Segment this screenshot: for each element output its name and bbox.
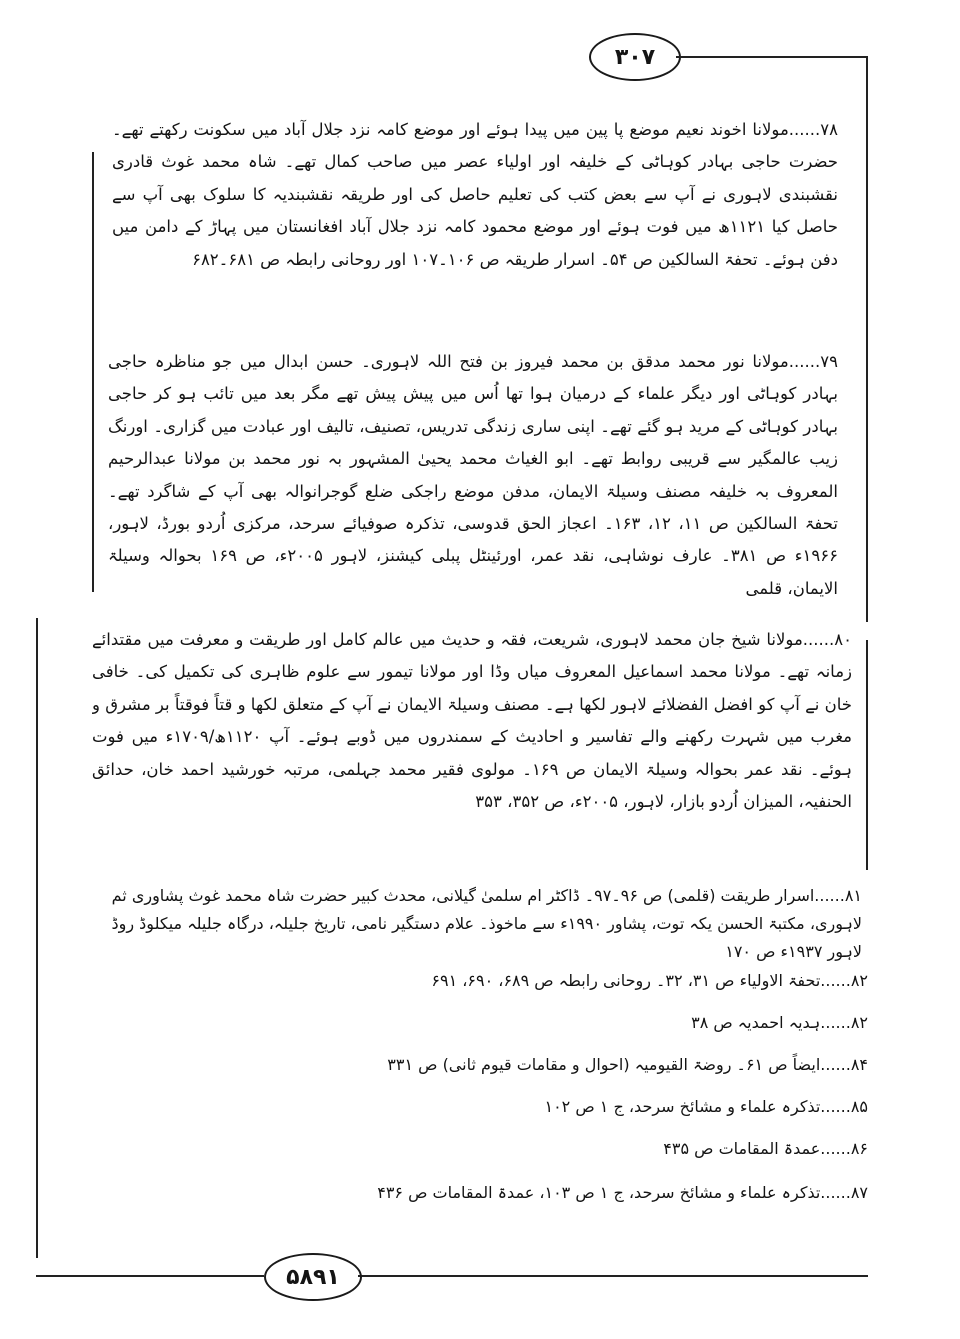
footnote-86 — [663, 1136, 868, 1162]
footnote-85 — [544, 1094, 868, 1120]
frame-top-right — [676, 56, 868, 58]
footnote-number: ۸۲...... — [820, 971, 868, 990]
frame-right — [866, 56, 868, 622]
paragraph-number: ۷۹...... — [788, 352, 838, 371]
paragraph-number: ۷۸...... — [788, 120, 838, 139]
frame-bottom-right — [358, 1275, 868, 1277]
paragraph-78 — [112, 114, 838, 276]
footnote-number: ۸۷...... — [820, 1183, 868, 1202]
page-number-top: ۳۰۷ — [589, 33, 681, 81]
footnote-number: ۸۵...... — [820, 1097, 868, 1116]
footnote-81 — [92, 882, 862, 966]
paragraph-text: مولانا نور محمد مدقق بن محمد فیروز بن فتح اللہ لاہوری۔ حسن ابدال میں جو مناظرہ حاجی بہادر کوہاٹی اور دیگر علماء کے درمیان ہوا تھا اُس میں پیش پیش تھے مگر بعد میں تائب ہو کر حاجی بہادر کوہاٹی کے مرید ہو گئے تھے۔ اپنی ساری زندگی تدریس، تصنیف، تالیف اور عبادت میں گزاری۔ اورنگ زیب عالمگیر سے قریبی روابط تھے۔ ابو الغیاث محمد یحییٰ المشہور بہ نور محمد بن مولانا عبدالرحیم المعروف بہ خلیفہ مصنف وسیلۃ الایمان، مدفن موضع راجکی ضلع گوجرانوالہ بھی آپ کے شاگرد تھے۔ تحفۃ السالکین ص ۱۱، ۱۲، ۱۶۳۔ اعجاز الحق قدوسی، تذکرہ صوفیائے سرحد، مرکزی اُردو بورڈ، لاہور، ۱۹۶۶ء ص ۳۸۱۔ عارف نوشاہی، نقد عمر، اورئینٹل پبلی کیشنز، لاہور ۲۰۰۵ء، ص ۱۶۹ بحوالہ وسیلۃ الایمان، قلمی — [108, 352, 838, 598]
frame-left-lower — [36, 618, 38, 1258]
paragraph-79 — [108, 346, 838, 605]
footnote-82a — [431, 968, 868, 994]
footnote-number: ۸۶...... — [820, 1139, 868, 1158]
paragraph-text: مولانا اخوند نعیم موضع پا پین میں پیدا ہوئے اور موضع کامہ نزد جلال آباد میں سکونت رکھتے تھے۔ حضرت حاجی بہادر کوہاٹی کے خلیفہ اور اولیاء عصر میں صاحب کمال تھے۔ شاہ محمد غوث قادری نقشبندی لاہوری نے آپ سے بعض کتب کی تعلیم حاصل کی اور طریقہ نقشبندیہ کا سلوک بھی آپ سے حاصل کیا ۱۱۲۱ھ میں فوت ہوئے اور موضع محمود کامہ نزد جلال آباد افغانستان میں پہاڑ کے دامن میں دفن ہوئے۔ تحفۃ السالکین ص ۵۴۔ اسرار طریقہ ص ۱۰۶۔۱۰۷ اور روحانی رابطہ ص ۶۸۱۔۶۸۲ — [112, 120, 838, 269]
footnote-text: تذکرہ علماء و مشائخ سرحد، ج ۱ ص ۱۰۲ — [544, 1097, 821, 1116]
paragraph-text: مولانا شیخ جان محمد لاہوری، شریعت، فقہ و حدیث میں عالم کامل اور طریقت و معرفت میں مقتدائے زمانہ تھے۔ مولانا محمد اسماعیل المعروف میاں وڈا اور مولانا تیمور سے علوم ظاہری کی تکمیل کی۔ خافی خان نے آپ کو افضل الفضلائے لاہور لکھا ہے۔ مصنف وسیلۃ الایمان نے آپ کے متعلق لکھا و قتاً فوقتاً بر مشرق و مغرب میں شہرت رکھنے والے تفاسیر و احادیث کے سمندروں میں ڈوبے ہوئے۔ آپ ۱۱۲۰ھ/۱۷۰۹ء میں فوت ہوئے۔ نقد عمر بحوالہ وسیلۃ الایمان ص ۱۶۹۔ مولوی فقیر محمد جہلمی، مرتبہ خورشید احمد خان، حدائق الحنفیہ، المیزان اُردو بازار، لاہور، ۲۰۰۵ء، ص ۳۵۲، ۳۵۳ — [92, 630, 852, 812]
page-number-bottom: ۵۸۹۱ — [264, 1253, 362, 1301]
footnote-84 — [387, 1052, 868, 1078]
footnote-number: ۸۴...... — [820, 1055, 868, 1074]
footnote-number: ۸۱...... — [814, 886, 862, 905]
footnote-number: ۸۲...... — [820, 1013, 868, 1032]
frame-left-top — [92, 152, 94, 592]
footnote-text: تذکرہ علماء و مشائخ سرحد، ج ۱ ص ۱۰۳، عمدۃ المقامات ص ۴۳۶ — [377, 1183, 821, 1202]
footnote-text: ہدیہ احمدیہ ص ۳۸ — [691, 1013, 821, 1032]
footnote-text: عمدۃ المقامات ص ۴۳۵ — [663, 1139, 821, 1158]
footnote-text: تحفۃ الاولیاء ص ۳۱، ۳۲۔ روحانی رابطہ ص ۶۸۹، ۶۹۰، ۶۹۱ — [431, 971, 821, 990]
frame-bottom-left — [36, 1275, 264, 1277]
footnote-text: ایضاً ص ۶۱۔ روضۃ القیومیہ (احوال و مقامات قیوم ثانی) ص ۳۳۱ — [387, 1055, 821, 1074]
footnote-text: اسرار طریقت (قلمی) ص ۹۶۔۹۷۔ ڈاکٹر ام سلمیٰ گیلانی، محدث کبیر حضرت شاہ محمد غوث پشاوری ثم لاہوری، مکتبۃ الحسن یکہ توت، پشاور ۱۹۹۰ء سے ماخوذ۔ علام دستگیر نامی، تاریخ جلیلہ، درگاہ جلیلہ میکلوڈ روڈ لاہور ۱۹۳۷ء ص ۱۷۰ — [111, 886, 862, 961]
paragraph-80 — [92, 624, 852, 818]
footnote-87 — [377, 1180, 868, 1206]
frame-right-lower — [866, 640, 868, 870]
footnote-82b — [691, 1010, 868, 1036]
paragraph-number: ۸۰...... — [802, 630, 852, 649]
